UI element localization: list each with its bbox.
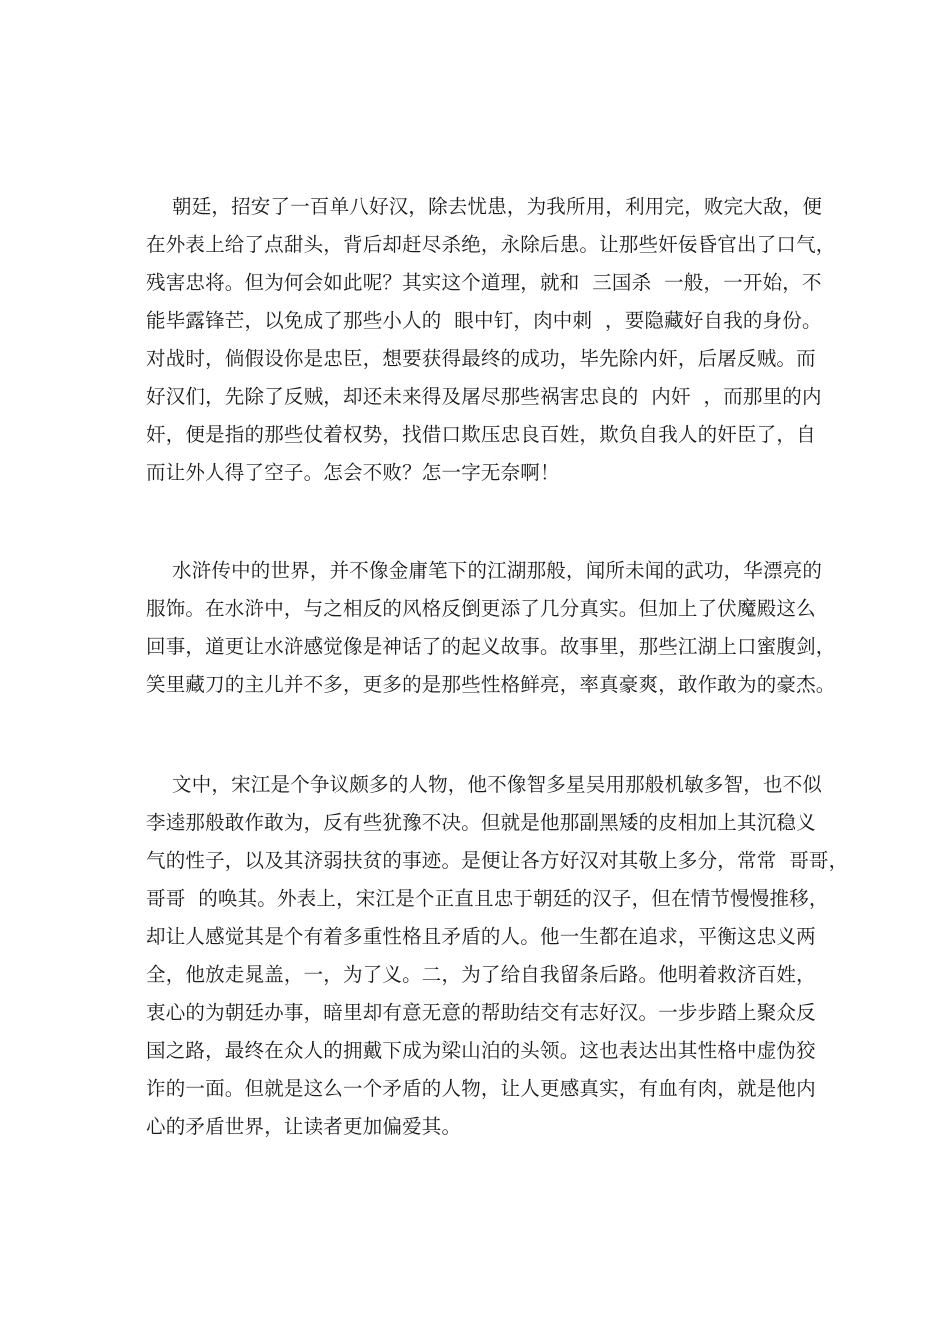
- paragraph-line: 诈的一面。但就是这么一个矛盾的人物，让人更感真实，有血有肉，就是他内: [146, 1077, 816, 1100]
- paragraph-line: 残害忠将。但为何会如此呢？其实这个道理，就和 三国杀 一般，一开始，不: [146, 271, 822, 294]
- paragraph-line: 奸，便是指的那些仗着权势，找借口欺压忠良百姓，欺负自我人的奸臣了，自: [146, 423, 816, 446]
- paragraph-line: 能毕露锋芒，以免成了那些小人的 眼中钉，肉中刺 ，要隐藏好自我的身份。: [146, 309, 822, 332]
- paragraph-line: 心的矛盾世界，让读者更加偏爱其。: [146, 1115, 462, 1138]
- paragraph-line: 哥哥 的唤其。外表上，宋江是个正直且忠于朝廷的汉子，但在情节慢慢推移，: [146, 887, 829, 910]
- paragraph-line: 朝廷，招安了一百单八好汉，除去忧患，为我所用，利用完，败完大敌，便: [172, 195, 823, 218]
- paragraph-line: 笑里藏刀的主儿并不多，更多的是那些性格鲜亮，率真豪爽，敢作敢为的豪杰。: [146, 673, 836, 696]
- paragraph-line: 衷心的为朝廷办事，暗里却有意无意的帮助结交有志好汉。一步步踏上聚众反: [146, 1001, 816, 1024]
- paragraph-line: 在外表上给了点甜头，背后却赶尽杀绝，永除后患。让那些奸佞昏官出了口气，: [146, 233, 836, 256]
- paragraph-line: 文中，宋江是个争议颇多的人物，他不像智多星吴用那般机敏多智，也不似: [172, 773, 823, 796]
- paragraph-1: [146, 188, 836, 492]
- paragraph-line: 全，他放走晁盖，一，为了义。二，为了给自我留条后路。他明着救济百姓，: [146, 963, 816, 986]
- paragraph-line: 国之路，最终在众人的拥戴下成为梁山泊的头领。这也表达出其性格中虚伪狡: [146, 1039, 816, 1062]
- paragraph-line: 而让外人得了空子。怎会不败？怎一字无奈啊！: [146, 461, 560, 484]
- paragraph-line: 对战时，倘假设你是忠臣，想要获得最终的成功，毕先除内奸，后屠反贼。而: [146, 347, 816, 370]
- paragraph-line: 气的性子，以及其济弱扶贫的事迹。是便让各方好汉对其敬上多分，常常 哥哥，: [146, 849, 849, 872]
- paragraph-line: 回事，道更让水浒感觉像是神话了的起义故事。故事里，那些江湖上口蜜腹剑，: [146, 635, 836, 658]
- paragraph-line: 水浒传中的世界，并不像金庸笔下的江湖那般，闻所未闻的武功，华漂亮的: [172, 559, 823, 582]
- paragraph-3: [146, 766, 849, 1146]
- paragraph-2: [146, 552, 836, 704]
- paragraph-line: 却让人感觉其是个有着多重性格且矛盾的人。他一生都在追求，平衡这忠义两: [146, 925, 816, 948]
- paragraph-line: 服饰。在水浒中，与之相反的风格反倒更添了几分真实。但加上了伏魔殿这么: [146, 597, 816, 620]
- paragraph-line: 好汉们，先除了反贼，却还未来得及屠尽那些祸害忠良的 内奸 ，而那里的内: [146, 385, 822, 408]
- paragraph-line: 李逵那般敢作敢为，反有些犹豫不决。但就是他那副黑矮的皮相加上其沉稳义: [146, 811, 816, 834]
